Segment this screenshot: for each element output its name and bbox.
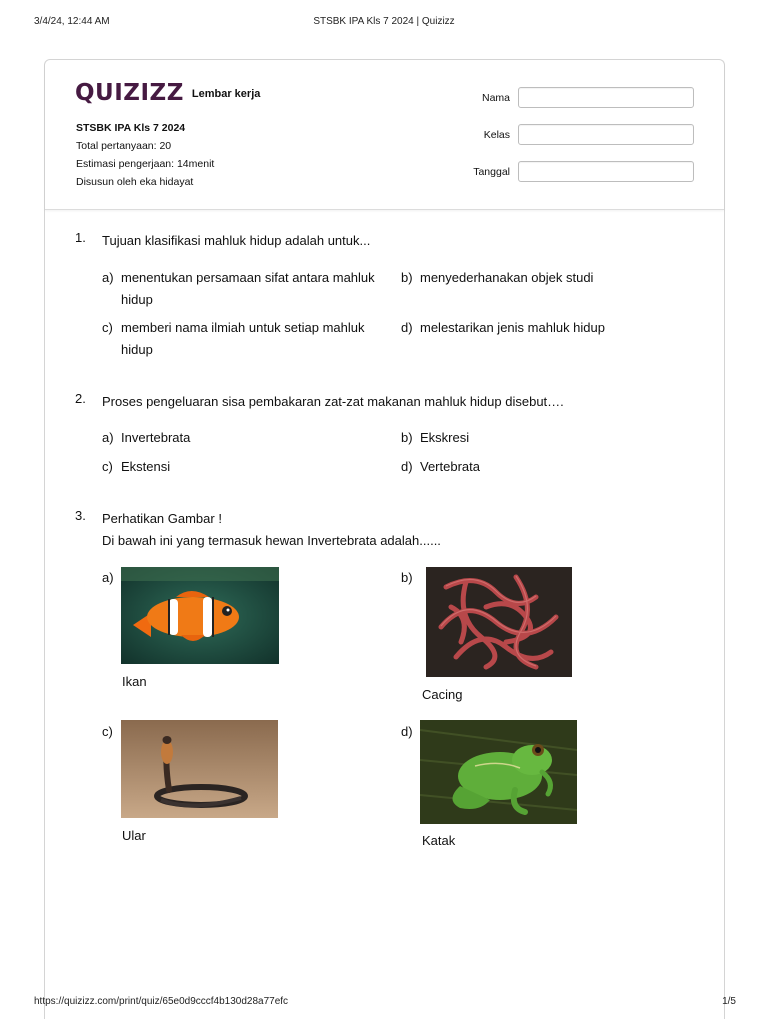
class-field[interactable] xyxy=(518,124,694,145)
earthworms-image[interactable] xyxy=(426,567,572,677)
cobra-icon xyxy=(121,720,278,818)
page-number: 1/5 xyxy=(722,996,736,1007)
option-text: Vertebrata xyxy=(420,459,480,474)
worksheet-label: Lembar kerja xyxy=(191,88,261,100)
tree-frog-image[interactable] xyxy=(420,720,577,824)
question-text: Proses pengeluaran sisa pembakaran zat-zat makanan mahluk hidup disebut…. xyxy=(102,394,564,409)
total-questions: Total pertanyaan: 20 xyxy=(76,140,172,152)
option-text: melestarikan jenis mahluk hidup xyxy=(420,320,605,335)
class-label: Kelas xyxy=(483,128,510,141)
q2-option-c[interactable] xyxy=(102,456,382,478)
tree-frog-icon xyxy=(420,720,577,824)
question-number: 3. xyxy=(75,508,86,523)
q2-option-d[interactable] xyxy=(401,456,681,478)
option-letter: d) xyxy=(401,459,413,474)
question-number: 2. xyxy=(75,391,86,406)
option-letter: c) xyxy=(102,320,113,335)
quiz-title: STSBK IPA Kls 7 2024 xyxy=(76,122,186,134)
option-letter: a) xyxy=(102,430,114,445)
worksheet-sheet xyxy=(44,59,725,1019)
option-letter: d) xyxy=(401,320,413,335)
q1-option-b[interactable] xyxy=(401,267,681,289)
option-text: Ekskresi xyxy=(420,430,470,445)
logo-wordmark: QUIZIZZ xyxy=(75,80,184,106)
print-url: https://quizizz.com/print/quiz/65e0d9cccf4b130d28a77efc xyxy=(34,996,289,1007)
question-number: 1. xyxy=(75,230,86,245)
q1-option-c[interactable] xyxy=(102,317,382,361)
q3-option-b-caption: Cacing xyxy=(422,687,463,702)
question-text: Tujuan klasifikasi mahluk hidup adalah untuk... xyxy=(102,233,371,248)
clownfish-icon xyxy=(121,567,279,664)
q3-option-a-caption: Ikan xyxy=(122,674,147,689)
q3-option-c-caption: Ular xyxy=(122,828,146,843)
quizizz-logo xyxy=(75,80,260,106)
class-field-row xyxy=(458,124,694,145)
q2-option-a[interactable] xyxy=(102,427,382,449)
cobra-image[interactable] xyxy=(121,720,278,818)
option-letter: b) xyxy=(401,430,413,445)
question-text-line1: Perhatikan Gambar ! xyxy=(102,511,222,526)
date-field[interactable] xyxy=(518,161,694,182)
worksheet-header xyxy=(45,60,724,210)
quiz-meta xyxy=(76,119,214,191)
option-text: menentukan persamaan sifat antara mahluk hidup xyxy=(121,270,375,307)
q3-option-b-letter: b) xyxy=(401,570,413,585)
option-text: Ekstensi xyxy=(121,459,171,474)
q1-option-a[interactable] xyxy=(102,267,382,311)
option-letter: b) xyxy=(401,270,413,285)
option-letter: c) xyxy=(102,459,113,474)
name-field-row xyxy=(458,87,694,108)
name-field[interactable] xyxy=(518,87,694,108)
date-field-row xyxy=(458,161,694,182)
q3-option-d-caption: Katak xyxy=(422,833,456,848)
question-3 xyxy=(75,508,695,554)
option-text: Invertebrata xyxy=(121,430,191,445)
option-letter: a) xyxy=(102,270,114,285)
q3-option-d-letter: d) xyxy=(401,724,413,739)
q3-option-a-letter: a) xyxy=(102,570,114,585)
date-label: Tanggal xyxy=(473,165,510,178)
print-datetime: 3/4/24, 12:44 AM xyxy=(34,16,110,27)
quiz-author: Disusun oleh eka hidayat xyxy=(76,176,194,188)
q1-option-d[interactable] xyxy=(401,317,681,339)
option-text: memberi nama ilmiah untuk setiap mahluk hidup xyxy=(121,320,365,357)
q3-option-c-letter: c) xyxy=(102,724,113,739)
clownfish-image[interactable] xyxy=(121,567,279,664)
name-label: Nama xyxy=(481,91,510,104)
print-title: STSBK IPA Kls 7 2024 | Quizizz xyxy=(313,16,455,27)
estimated-time: Estimasi pengerjaan: 14menit xyxy=(76,158,215,170)
option-text: menyederhanakan objek studi xyxy=(420,270,594,285)
q2-option-b[interactable] xyxy=(401,427,681,449)
question-text-line2: Di bawah ini yang termasuk hewan Invertebrata adalah...... xyxy=(102,533,441,548)
earthworms-icon xyxy=(426,567,572,677)
